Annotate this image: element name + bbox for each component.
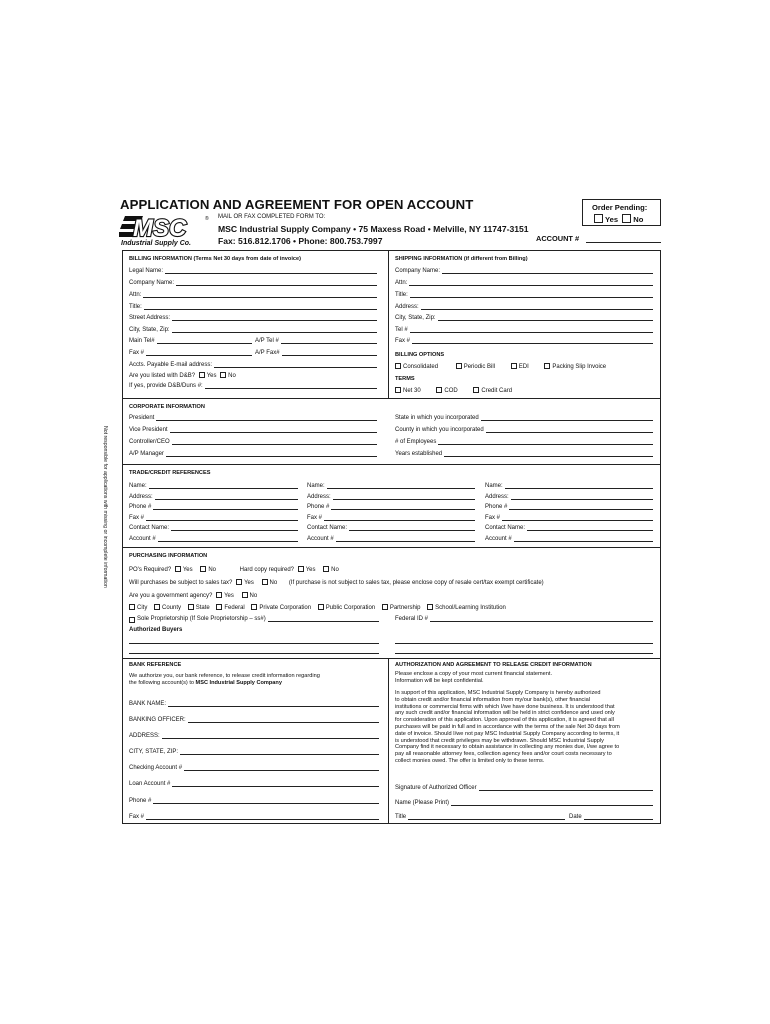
street-address-field[interactable]: Street Address: [129, 313, 377, 322]
bank-field-7[interactable] [129, 796, 379, 805]
trade-field-label: Name: [485, 483, 503, 489]
periodic-bill-checkbox[interactable] [456, 363, 462, 369]
trade-field-label: Name: [307, 483, 325, 489]
trade-ref-1-field-5[interactable] [129, 523, 298, 532]
federal-id-field[interactable]: Federal ID # [395, 614, 653, 623]
city-checkbox[interactable] [129, 604, 135, 610]
authorization-body [395, 690, 657, 765]
po-no-checkbox[interactable] [200, 566, 206, 572]
authorization-line: date of invoice. Should I/we not pay MSC Industrial Supply Company according to terms, it [395, 730, 620, 737]
trade-ref-2-field-3[interactable] [307, 502, 475, 511]
trade-field-label: Fax # [129, 515, 145, 521]
authorization-section-title: AUTHORIZATION AND AGREEMENT TO RELEASE CREDIT INFORMATION [395, 662, 592, 668]
company-contact: Fax: 516.812.1706 • Phone: 800.753.7997 [218, 236, 383, 246]
duns-field[interactable]: If yes, provide D&B/Duns #: [129, 381, 377, 390]
trade-field-label: Fax # [485, 515, 501, 521]
trade-ref-1-field-6[interactable] [129, 534, 298, 543]
logo-text: MSC [133, 215, 187, 242]
account-number-field[interactable] [586, 242, 661, 243]
bank-field-2[interactable] [129, 715, 379, 724]
buyer-line-2[interactable] [129, 653, 379, 654]
logo-subtitle: Industrial Supply Co. [121, 240, 192, 247]
db-question: Are you listed with D&B? Yes No [129, 373, 236, 379]
trade-field-label: Account # [485, 536, 512, 542]
vice-president-field[interactable]: Vice President [129, 425, 377, 434]
trade-ref-2-field-2[interactable] [307, 492, 475, 501]
buyer-line-4[interactable] [395, 653, 653, 654]
packing-slip-checkbox[interactable] [544, 363, 550, 369]
trade-ref-3-field-1[interactable] [485, 481, 653, 490]
years-established-field[interactable]: Years established [395, 449, 653, 458]
fax-field[interactable]: Fax # [129, 348, 252, 357]
authorization-line: purchases will be paid in full and in accordance with the terms of the sale Net 30 days from [395, 723, 620, 730]
cod-checkbox[interactable] [436, 387, 442, 393]
ship-company-name-field[interactable]: Company Name: [395, 266, 653, 275]
db-yes-checkbox[interactable] [199, 372, 205, 378]
ap-fax-field[interactable]: A/P Fax# [255, 348, 377, 357]
school-checkbox[interactable] [427, 604, 433, 610]
order-pending-no-checkbox[interactable] [622, 214, 631, 223]
msc-logo-icon [119, 214, 211, 248]
order-pending-label: Order Pending: [592, 203, 648, 212]
ship-city-field[interactable]: City, State, Zip: [395, 313, 653, 322]
trade-field-label: Account # [129, 536, 156, 542]
registered-mark: ® [205, 216, 209, 222]
federal-checkbox[interactable] [216, 604, 222, 610]
db-no-label: No [228, 373, 236, 379]
main-tel-field[interactable]: Main Tel# [129, 336, 252, 345]
trade-field-label: Phone # [485, 504, 508, 510]
ship-address-field[interactable]: Address: [395, 302, 653, 311]
bank-field-8[interactable] [129, 812, 379, 821]
authorization-line: pay all reasonable attorney fees, collection agency fees and/or court costs necessary to [395, 751, 612, 758]
sole-prop-field[interactable]: Sole Proprietorship (If Sole Proprietorship – ss#) [129, 614, 379, 623]
trade-ref-1-field-1[interactable] [129, 481, 298, 490]
credit-card-checkbox[interactable] [473, 387, 479, 393]
sole-prop-checkbox[interactable] [129, 617, 135, 623]
order-pending-no-label: No [633, 215, 644, 224]
bank-field-4[interactable] [129, 747, 379, 756]
trade-field-label: Address: [485, 494, 509, 500]
signature-field[interactable]: Signature of Authorized Officer [395, 783, 653, 792]
bank-field-5[interactable] [129, 763, 379, 772]
employees-field[interactable]: # of Employees [395, 437, 653, 446]
ship-fax-field[interactable]: Fax # [395, 336, 653, 345]
trade-field-label: Address: [129, 494, 153, 500]
sales-tax-row: Will purchases be subject to sales tax? Yes No (If purchase is not subject to sales tax, please enclose copy of resale cert/tax exempt certificate) [129, 580, 544, 586]
purchasing-section-title: PURCHASING INFORMATION [129, 553, 208, 559]
bank-field-label: BANKING OFFICER: [129, 717, 186, 723]
trade-field-label: Phone # [307, 504, 330, 510]
company-name-field[interactable]: Company Name: [129, 278, 377, 287]
trade-ref-2-field-5[interactable] [307, 523, 475, 532]
trade-field-label: Phone # [129, 504, 152, 510]
order-pending-yes-checkbox[interactable] [594, 214, 603, 223]
trade-section-title: TRADE/CREDIT REFERENCES [129, 470, 211, 476]
db-yes-label: Yes [206, 373, 217, 379]
hardcopy-yes-checkbox[interactable] [298, 566, 304, 572]
side-note: Not responsible for applications with missing or incomplete information [102, 426, 108, 588]
authorization-line: any such credit and/or financial information will be held in strict confidence and used only [395, 710, 615, 717]
trade-ref-3-field-3[interactable] [485, 502, 653, 511]
trade-ref-3-field-5[interactable] [485, 523, 653, 532]
authorization-line: collect monies owed. The offer is limited only to these terms. [395, 757, 545, 764]
trade-ref-3-field-4[interactable] [485, 513, 653, 522]
bank-section-title: BANK REFERENCE [129, 662, 182, 668]
authorization-line: institutions or commercial firms with which I/we have done business. It is understood that [395, 703, 615, 710]
trade-field-label: Address: [307, 494, 331, 500]
sales-tax-yes-checkbox[interactable] [236, 579, 242, 585]
bank-field-6[interactable] [129, 779, 379, 788]
ship-title-field[interactable]: Title: [395, 290, 653, 299]
edi-checkbox[interactable] [511, 363, 517, 369]
state-checkbox[interactable] [188, 604, 194, 610]
bank-intro: We authorize you, our bank reference, to release credit information regarding the following account(s) to MSC Industrial Supply Company [129, 673, 320, 686]
trade-ref-2-field-6[interactable] [307, 534, 475, 543]
bank-field-label: Loan Account # [129, 781, 171, 787]
ap-email-field[interactable]: Accts. Payable E-mail address: [129, 360, 377, 369]
trade-field-label: Name: [129, 483, 147, 489]
billing-options-row: Consolidated Periodic Bill EDI Packing Slip Invoice [395, 363, 606, 371]
legal-name-field[interactable]: Legal Name: [129, 266, 377, 275]
bank-field-label: Phone # [129, 798, 152, 804]
shipping-section-title: SHIPPING INFORMATION (if different from Billing) [395, 256, 528, 262]
authorization-line: Company find it necessary to obtain assistance in collecting any monies due, I/we agree to [395, 744, 620, 751]
ap-manager-field[interactable]: A/P Manager [129, 449, 377, 458]
billing-options-title: BILLING OPTIONS [395, 352, 445, 358]
billing-section-title: BILLING INFORMATION (Terms Net 30 days from date of invoice) [129, 256, 301, 262]
attn-field[interactable]: Attn: [129, 290, 377, 299]
trade-ref-3-field-6[interactable] [485, 534, 653, 543]
ship-attn-field[interactable]: Attn: [395, 278, 653, 287]
authorization-line: is understood that credit privileges may be withdrawn. Should MSC Industrial Supply [395, 737, 604, 744]
trade-ref-3-field-2[interactable] [485, 492, 653, 501]
trade-ref-1-field-2[interactable] [129, 492, 298, 501]
president-field[interactable]: President [129, 413, 377, 422]
city-state-zip-field[interactable]: City, State, Zip: [129, 325, 377, 334]
bank-field-3[interactable] [129, 731, 379, 740]
county-checkbox[interactable] [154, 604, 160, 610]
gov-yes-checkbox[interactable] [216, 592, 222, 598]
corporate-section-title: CORPORATE INFORMATION [129, 404, 205, 410]
authorization-line: to obtain credit and/or financial information from my/our bank(s), other financial [395, 696, 590, 703]
form-title: APPLICATION AND AGREEMENT FOR OPEN ACCOUNT [120, 197, 474, 212]
gov-agency-row: Are you a government agency? Yes No [129, 593, 258, 599]
mail-note: MAIL OR FAX COMPLETED FORM TO: [218, 214, 326, 220]
net30-checkbox[interactable] [395, 387, 401, 393]
authorization-note: Please enclose a copy of your most current financial statement. Information will be kept confidential. [395, 671, 553, 684]
consolidated-checkbox[interactable] [395, 363, 401, 369]
county-incorporated-field[interactable]: County in which you incorporated [395, 425, 653, 434]
trade-ref-2-field-1[interactable] [307, 481, 475, 490]
po-yes-checkbox[interactable] [175, 566, 181, 572]
account-number-label: ACCOUNT # [536, 234, 580, 243]
authorized-buyers-label: Authorized Buyers [129, 627, 183, 633]
trade-field-label: Account # [307, 536, 334, 542]
ap-tel-field[interactable]: A/P Tel # [255, 336, 377, 345]
public-corp-checkbox[interactable] [318, 604, 324, 610]
order-pending-yes-label: Yes [605, 215, 619, 224]
hardcopy-no-checkbox[interactable] [323, 566, 329, 572]
sales-tax-no-checkbox[interactable] [262, 579, 268, 585]
trade-ref-1-field-4[interactable] [129, 513, 298, 522]
company-address: MSC Industrial Supply Company • 75 Maxess Road • Melville, NY 11747-3151 [218, 224, 529, 234]
msc-logo [119, 214, 211, 248]
authorization-line: In support of this application, MSC Industrial Supply Company is hereby authorized [395, 690, 601, 696]
db-no-checkbox[interactable] [220, 372, 226, 378]
trade-field-label: Contact Name: [307, 525, 348, 531]
title-field[interactable]: Title: [129, 302, 377, 311]
state-incorporated-field[interactable]: State in which you incorporated [395, 413, 653, 422]
po-required-row: PO's Required? Yes No Hard copy required? Yes No [129, 567, 339, 573]
bank-field-label: ADDRESS: [129, 733, 160, 739]
buyer-line-1[interactable] [129, 643, 379, 644]
order-pending-box [582, 199, 661, 226]
bank-field-label: Fax # [129, 814, 145, 820]
gov-no-checkbox[interactable] [242, 592, 248, 598]
bank-field-label: Checking Account # [129, 765, 183, 771]
partnership-checkbox[interactable] [382, 604, 388, 610]
bank-field-1[interactable] [129, 699, 379, 708]
trade-ref-2-field-4[interactable] [307, 513, 475, 522]
ship-tel-field[interactable]: Tel # [395, 325, 653, 334]
terms-title: TERMS [395, 376, 415, 382]
controller-field[interactable]: Controller/CEO [129, 437, 377, 446]
date-field[interactable]: Date [569, 812, 653, 821]
trade-ref-1-field-3[interactable] [129, 502, 298, 511]
trade-field-label: Contact Name: [129, 525, 170, 531]
buyer-line-3[interactable] [395, 643, 653, 644]
officer-title-field[interactable]: Title [395, 812, 565, 821]
trade-field-label: Contact Name: [485, 525, 526, 531]
bank-field-label: BANK NAME: [129, 701, 167, 707]
trade-field-label: Fax # [307, 515, 323, 521]
terms-row: Net 30 COD Credit Card [395, 387, 512, 395]
entity-type-row: City County State Federal Private Corporation Public Corporation Partnership School/Learning Institution [129, 604, 506, 612]
bank-field-label: CITY, STATE, ZIP: [129, 749, 179, 755]
print-name-field[interactable]: Name (Please Print) [395, 798, 653, 807]
authorization-line: for consideration of this application. Upon approval of this application, it is agreed that all [395, 717, 614, 724]
private-corp-checkbox[interactable] [251, 604, 257, 610]
